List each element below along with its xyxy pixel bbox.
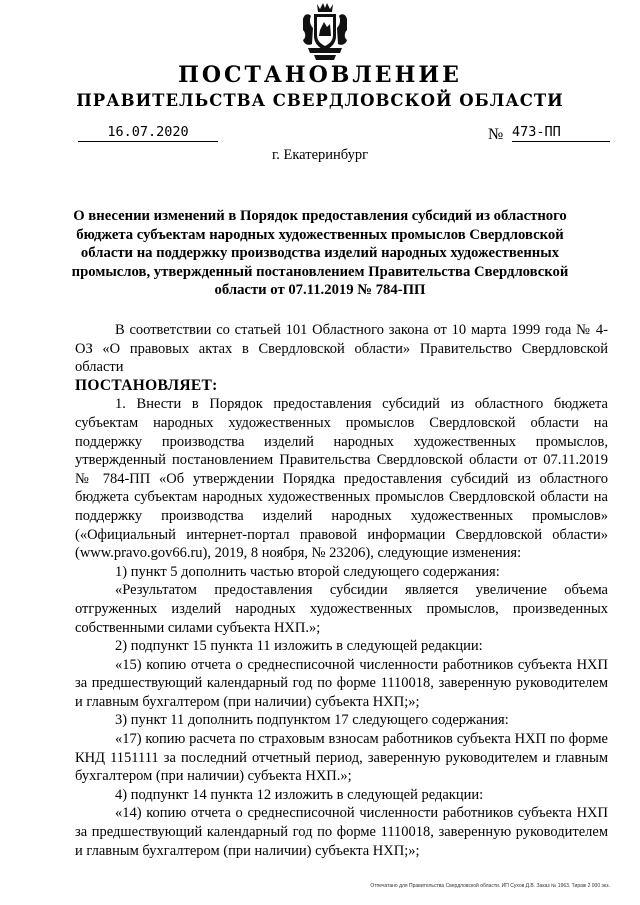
paragraph-2: 1) пункт 5 дополнить частью второй следующего содержания: [115, 563, 500, 580]
paragraph-7: «17) копию расчета по страховым взносам работников субъекта НХП по форме КНД 1151111 за последний отчетный период, заверенную руководителем и главным бухгалтером (при наличии) субъекта НХП.»; [75, 731, 608, 785]
paragraph-3: «Результатом предоставления субсидии является увеличение объема отгруженных изделий народных художественных промыслов, произведенных собственными силами субъекта НХП.»; [75, 582, 608, 636]
document-subtitle: ПРАВИТЕЛЬСТВА СВЕРДЛОВСКОЙ ОБЛАСТИ [76, 91, 564, 110]
document-body [75, 321, 608, 860]
document-date: 16.07.2020 [78, 124, 218, 142]
number-sign: № [488, 126, 504, 143]
document-number: 473-ПП [512, 124, 610, 142]
paragraph-8: 4) подпункт 14 пункта 12 изложить в следующей редакции: [115, 786, 484, 803]
paragraph-1: 1. Внести в Порядок предоставления субсидий из областного бюджета субъектам народных художественных промыслов Свердловской области на поддержку производства изделий народных художественных промыслов, утвержденный постановлением Правительства Свердловской области от 07.11.2019 № 784-ПП «Об утверждении Порядка предоставления субсидий из областного бюджета субъектам народных художественных промыслов Свердловской области на поддержку производства изделий народных художественных промыслов» («Официальный интернет-портал правовой информации Свердловской области» (www.pravo.gov66.ru), 2019, 8 ноября, № 23206), следующие изменения: [75, 396, 608, 562]
paragraph-5: «15) копию отчета о среднесписочной численности работников субъекта НХП за предшествующий календарный год по форме 1110018, заверенную руководителем и главным бухгалтером (при наличии) субъекта НХП;»; [75, 656, 608, 710]
coat-of-arms-icon [300, 0, 350, 64]
resolves-heading: ПОСТАНОВЛЯЕТ: [75, 376, 218, 394]
paragraph-9: «14) копию отчета о среднесписочной численности работников субъекта НХП за предшествующий календарный год по форме 1110018, заверенную руководителем и главным бухгалтером (при наличии) субъекта НХП;»; [75, 805, 608, 859]
paragraph-6: 3) пункт 11 дополнить подпунктом 17 следующего содержания: [115, 712, 509, 729]
document-heading: О внесении изменений в Порядок предоставления субсидий из областного бюджета субъектам народных художественных промыслов Свердловской области на поддержку производства изделий народных художественных промыслов, утвержденный постановлением Правительства Свердловской области от 07.11.2019 № 784-ПП [71, 208, 569, 298]
paragraph-4: 2) подпункт 15 пункта 11 изложить в следующей редакции: [115, 638, 483, 655]
document-title: ПОСТАНОВЛЕНИЕ [178, 62, 462, 88]
preamble-paragraph: В соответствии со статьей 101 Областного закона от 10 марта 1999 года № 4-ОЗ «О правовых актах в Свердловской области» Правительство Свердловской области [75, 322, 608, 376]
document-city: г. Екатеринбург [271, 147, 369, 163]
print-footer: Отпечатано для Правительства Свердловской области. ИП Сухов Д.В. Заказ № 1963. Тираж 2 000 экз. [370, 883, 610, 889]
